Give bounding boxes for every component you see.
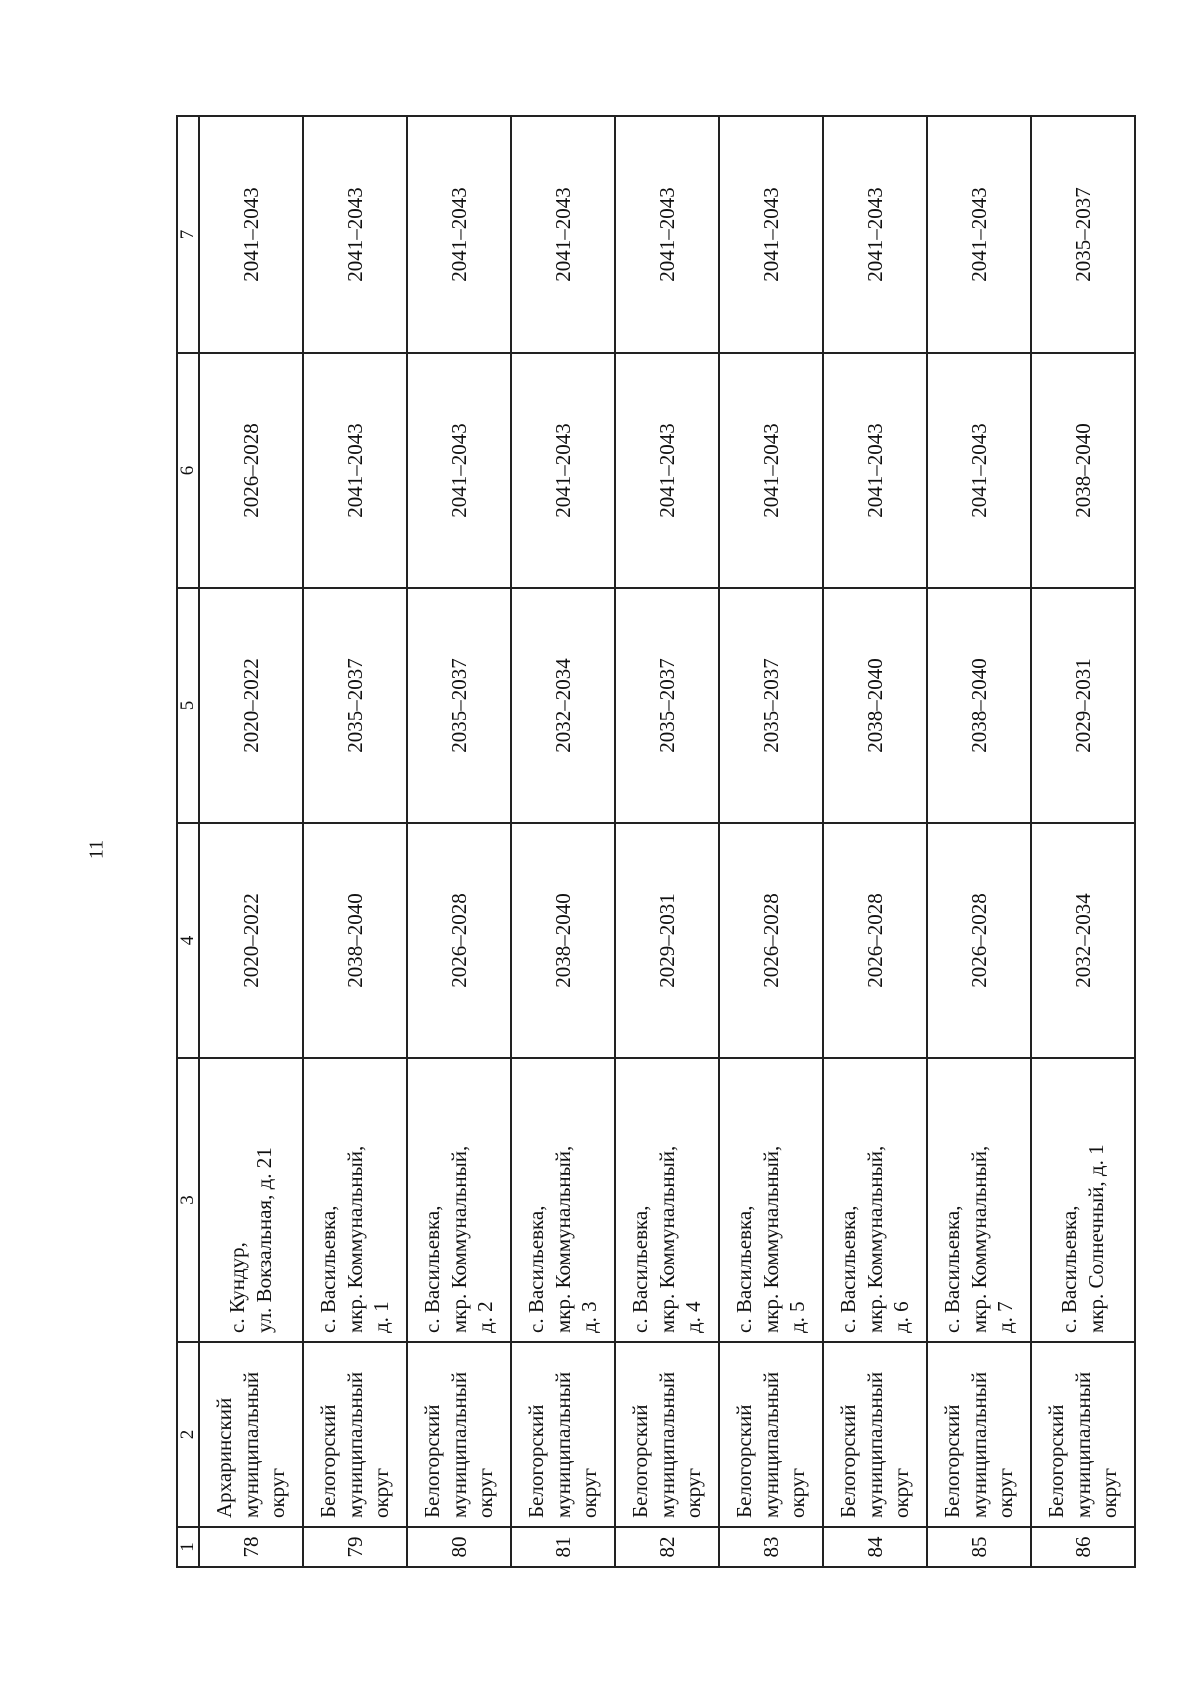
district-line: Белогорский: [731, 1404, 756, 1518]
district-line: муниципальный: [550, 1371, 575, 1518]
period-col-5: 2032–2034: [511, 588, 615, 823]
district-cell: [823, 1342, 927, 1527]
district-cell: [407, 1342, 511, 1527]
table-row: [719, 116, 823, 1567]
address-line: д. 6: [889, 1301, 914, 1333]
period-col-4: 2029–2031: [615, 823, 719, 1058]
row-number: 83: [719, 1527, 823, 1567]
period-col-7: 2041–2043: [615, 116, 719, 353]
table-row: [407, 116, 511, 1567]
district-line: муниципальный: [238, 1371, 263, 1518]
period-col-5: 2038–2040: [823, 588, 927, 823]
period-col-7: 2041–2043: [407, 116, 511, 353]
period-col-7: 2041–2043: [823, 116, 927, 353]
period-col-4: 2038–2040: [511, 823, 615, 1058]
address-line: д. 1: [369, 1301, 394, 1333]
table-row: [511, 116, 615, 1567]
address-cell: [303, 1058, 407, 1342]
period-col-7: 2035–2037: [1031, 116, 1135, 353]
schedule-table: [176, 115, 1136, 1568]
district-line: округ: [577, 1467, 602, 1518]
period-col-7: 2041–2043: [303, 116, 407, 353]
address-line: мкр. Солнечный, д. 1: [1084, 1144, 1108, 1333]
district-line: муниципальный: [446, 1371, 471, 1518]
rotated-table-wrapper: [176, 117, 1131, 1568]
period-col-6: 2041–2043: [719, 353, 823, 588]
district-cell: [927, 1342, 1031, 1527]
period-col-4: 2026–2028: [719, 823, 823, 1058]
period-col-7: 2041–2043: [199, 116, 303, 353]
district-line: округ: [1097, 1467, 1122, 1518]
period-col-5: 2029–2031: [1031, 588, 1135, 823]
district-line: муниципальный: [654, 1371, 679, 1518]
address-line: с. Васильевка,: [1057, 1205, 1082, 1333]
district-line: муниципальный: [758, 1371, 783, 1518]
period-col-5: 2035–2037: [407, 588, 511, 823]
district-line: Белогорский: [419, 1404, 444, 1518]
period-col-5: 2035–2037: [615, 588, 719, 823]
table-row: [199, 116, 303, 1567]
period-col-7: 2041–2043: [927, 116, 1031, 353]
address-line: мкр. Коммунальный,: [342, 1145, 367, 1333]
district-line: Архаринский: [211, 1397, 236, 1518]
address-cell: [927, 1058, 1031, 1342]
row-number: 84: [823, 1527, 927, 1567]
address-cell: [511, 1058, 615, 1342]
address-line: д. 7: [993, 1301, 1018, 1333]
column-number: 7: [177, 116, 199, 353]
period-col-4: 2020–2022: [199, 823, 303, 1058]
row-number: 86: [1031, 1527, 1135, 1567]
address-line: д. 4: [681, 1301, 706, 1333]
address-line: с. Васильевка,: [419, 1205, 444, 1333]
district-cell: [615, 1342, 719, 1527]
column-number: 3: [177, 1058, 199, 1342]
district-line: округ: [889, 1467, 914, 1518]
period-col-6: 2041–2043: [511, 353, 615, 588]
table-row: [303, 116, 407, 1567]
column-number-row: [177, 116, 199, 1567]
address-line: с. Кундур,: [225, 1242, 250, 1333]
address-cell: [823, 1058, 927, 1342]
period-col-4: 2032–2034: [1031, 823, 1135, 1058]
address-line: мкр. Коммунальный,: [446, 1145, 471, 1333]
district-cell: [199, 1342, 303, 1527]
address-line: д. 5: [785, 1301, 810, 1333]
table-row: [927, 116, 1031, 1567]
table-row: [823, 116, 927, 1567]
period-col-6: 2041–2043: [615, 353, 719, 588]
page-number: 11: [85, 839, 108, 860]
address-line: мкр. Коммунальный,: [550, 1145, 575, 1333]
address-line: с. Васильевка,: [939, 1205, 964, 1333]
period-col-5: 2035–2037: [303, 588, 407, 823]
period-col-6: 2041–2043: [407, 353, 511, 588]
district-line: Белогорский: [939, 1404, 964, 1518]
district-line: муниципальный: [1070, 1371, 1095, 1518]
district-line: округ: [265, 1467, 290, 1518]
row-number: 78: [199, 1527, 303, 1567]
district-line: Белогорский: [835, 1404, 860, 1518]
column-number: 6: [177, 353, 199, 588]
district-line: округ: [993, 1467, 1018, 1518]
district-line: округ: [473, 1467, 498, 1518]
period-col-4: 2038–2040: [303, 823, 407, 1058]
row-number: 80: [407, 1527, 511, 1567]
column-number: 4: [177, 823, 199, 1058]
district-line: округ: [369, 1467, 394, 1518]
address-line: с. Васильевка,: [835, 1205, 860, 1333]
district-line: Белогорский: [627, 1404, 652, 1518]
column-number: 1: [177, 1527, 199, 1567]
district-cell: [1031, 1342, 1135, 1527]
address-line: д. 3: [577, 1301, 602, 1333]
row-number: 81: [511, 1527, 615, 1567]
address-line: с. Васильевка,: [731, 1205, 756, 1333]
district-line: Белогорский: [1043, 1404, 1068, 1518]
address-line: д. 2: [473, 1301, 498, 1333]
period-col-4: 2026–2028: [927, 823, 1031, 1058]
address-line: мкр. Коммунальный,: [654, 1145, 679, 1333]
address-cell: [1031, 1058, 1135, 1342]
address-line: мкр. Коммунальный,: [862, 1145, 887, 1333]
period-col-4: 2026–2028: [823, 823, 927, 1058]
address-cell: [199, 1058, 303, 1342]
district-cell: [303, 1342, 407, 1527]
table-row: [615, 116, 719, 1567]
period-col-6: 2041–2043: [823, 353, 927, 588]
district-line: муниципальный: [862, 1371, 887, 1518]
period-col-4: 2026–2028: [407, 823, 511, 1058]
row-number: 82: [615, 1527, 719, 1567]
table-row: [1031, 116, 1135, 1567]
address-line: мкр. Коммунальный,: [758, 1145, 783, 1333]
period-col-5: 2020–2022: [199, 588, 303, 823]
period-col-7: 2041–2043: [719, 116, 823, 353]
address-line: мкр. Коммунальный,: [966, 1145, 991, 1333]
district-line: Белогорский: [315, 1404, 340, 1518]
column-number: 5: [177, 588, 199, 823]
district-line: Белогорский: [523, 1404, 548, 1518]
period-col-6: 2041–2043: [927, 353, 1031, 588]
address-cell: [615, 1058, 719, 1342]
address-line: ул. Вокзальная, д. 21: [252, 1147, 276, 1333]
district-cell: [511, 1342, 615, 1527]
district-line: муниципальный: [342, 1371, 367, 1518]
district-line: округ: [785, 1467, 810, 1518]
district-cell: [719, 1342, 823, 1527]
address-line: с. Васильевка,: [315, 1205, 340, 1333]
column-number: 2: [177, 1342, 199, 1527]
period-col-5: 2038–2040: [927, 588, 1031, 823]
district-line: округ: [681, 1467, 706, 1518]
district-line: муниципальный: [966, 1371, 991, 1518]
period-col-5: 2035–2037: [719, 588, 823, 823]
period-col-7: 2041–2043: [511, 116, 615, 353]
period-col-6: 2038–2040: [1031, 353, 1135, 588]
address-cell: [407, 1058, 511, 1342]
row-number: 79: [303, 1527, 407, 1567]
address-cell: [719, 1058, 823, 1342]
period-col-6: 2041–2043: [303, 353, 407, 588]
row-number: 85: [927, 1527, 1031, 1567]
address-line: с. Васильевка,: [523, 1205, 548, 1333]
address-line: с. Васильевка,: [627, 1205, 652, 1333]
period-col-6: 2026–2028: [199, 353, 303, 588]
